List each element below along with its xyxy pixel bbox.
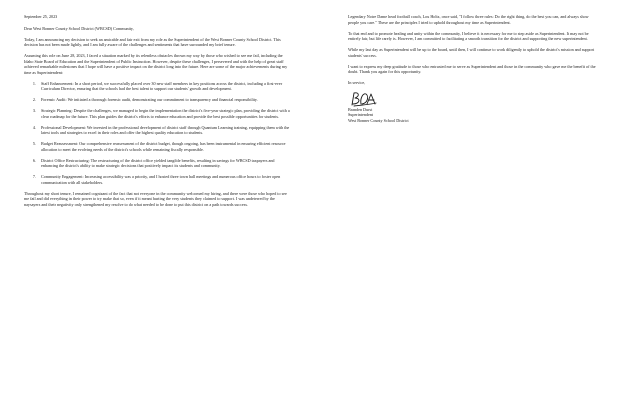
achievement-item: 3. Strategic Planning: Despite the challenges, we managed to begin the implementation the district's five-year strategic plan, providing the district with a clear roadmap for the future. This plan guides the district's efforts to enhance education and provide the best possible opportunities for students.: [37, 108, 292, 119]
signatory-organization: West Bonner County School District: [348, 117, 409, 123]
signatory-name: Branden Durst: [348, 107, 373, 112]
intro-paragraph: Today, I am announcing my decision to seek an amicable and fair exit from my role as the Superintendent of the West Bonner County School District. This decision has not been made lightly, and I am fully aware of the challenges and sentiments that have surrounded my brief tenure.: [24, 36, 281, 47]
signatory-title: Superintendent: [348, 112, 374, 118]
signature-mark: [350, 91, 378, 107]
intro-paragraph: Assuming this role on June 28, 2023, I faced a situation marked by its relentless obstacles thrown my way by those who wished to see me fail, including the Idaho State Board of Education and the Superintendent of Public Instruction. However, despite these challenges, I persevered and with the help of great staff achieved remarkable milestones that I hope will have a positive impact on the district long into the future. Here are some of the major achievements during my time as Superintendent:: [24, 53, 288, 75]
body-paragraph: I want to express my deep gratitude to those who entrusted me to serve as Superintendent and those in the community who gave me the benefit of the doubt. Thank you again for this opportunity.: [348, 63, 596, 74]
signature-block: [348, 107, 600, 123]
letter-date: September 25, 2023: [24, 14, 58, 19]
body-paragraph: While my last day as Superintendent will be up to the board, until then, I will continue to work diligently to uphold the district's mission and support students' success.: [348, 47, 595, 58]
achievement-item: 4. Professional Development: We invested in the professional development of district staff through Quantum Learning training, equipping them with the latest tools and strategies to excel in their roles and offer the highest quality education to students.: [37, 125, 292, 136]
closing-paragraph: Throughout my short tenure, I remained cognizant of the fact that not everyone in the community welcomed my hiring, and there were those who hoped to see me fail and did everything in their power to try make that so, even if it meant hurting the very students they claimed to support. I was undeterred by the naysayers and their negativity only strengthened my resolve to do what needed to be done to put this district on a path towards success.: [24, 190, 287, 207]
achievement-item: 5. Budget Reassessment: Our comprehensive reassessment of the district budget, though ongoing, has been instrumental in ensuring efficient resource allocation to meet the evolving needs of the district's schools while remaining fiscally responsible.: [37, 141, 292, 152]
letter-left-column: [24, 14, 292, 213]
achievements-list: [24, 81, 292, 186]
body-paragraph: To that end and to promote healing and unity within the community, I believe it is necessary for me to step aside as Superintendent. It may not be entirely fair, but life rarely is. However, I am committed to facilitating a smooth transition for the district and supporting the new superintendent.: [348, 30, 589, 41]
sign-off: In service,: [348, 80, 366, 85]
letter-right-column: [348, 14, 600, 123]
achievement-item: 6. District Office Restructuring: The restructuring of the district office yielded tangible benefits, resulting in savings for WBCSD taxpayers and enhancing the district's ability to make strategic decisions that positively impact its students and community.: [37, 158, 292, 169]
body-paragraph: Legendary Notre Dame head football coach, Lou Holtz, once said, "I follow three rules: Do the right thing, do the best you can, and always show people you care." These are the principles I tried to uphold throughout my time as Superintendent.: [348, 14, 589, 25]
achievement-item: 1. Staff Enhancement: In a short period, we successfully placed over 30 new staff members in key positions across the district, including a first-ever Curriculum Director, ensuring that the schools had the best talent to support our students' growth and development.: [37, 81, 292, 92]
salutation: Dear West Bonner County School District (WBCSD) Community,: [24, 25, 134, 31]
achievement-item: 7. Community Engagement: Increasing accessibility was a priority, and I hosted three town hall meetings and numerous office hours to foster open communication with all stakeholders.: [37, 174, 292, 185]
achievement-item: 2. Forensic Audit: We initiated a thorough forensic audit, demonstrating our commitment to transparency and financial responsibility.: [37, 97, 292, 103]
